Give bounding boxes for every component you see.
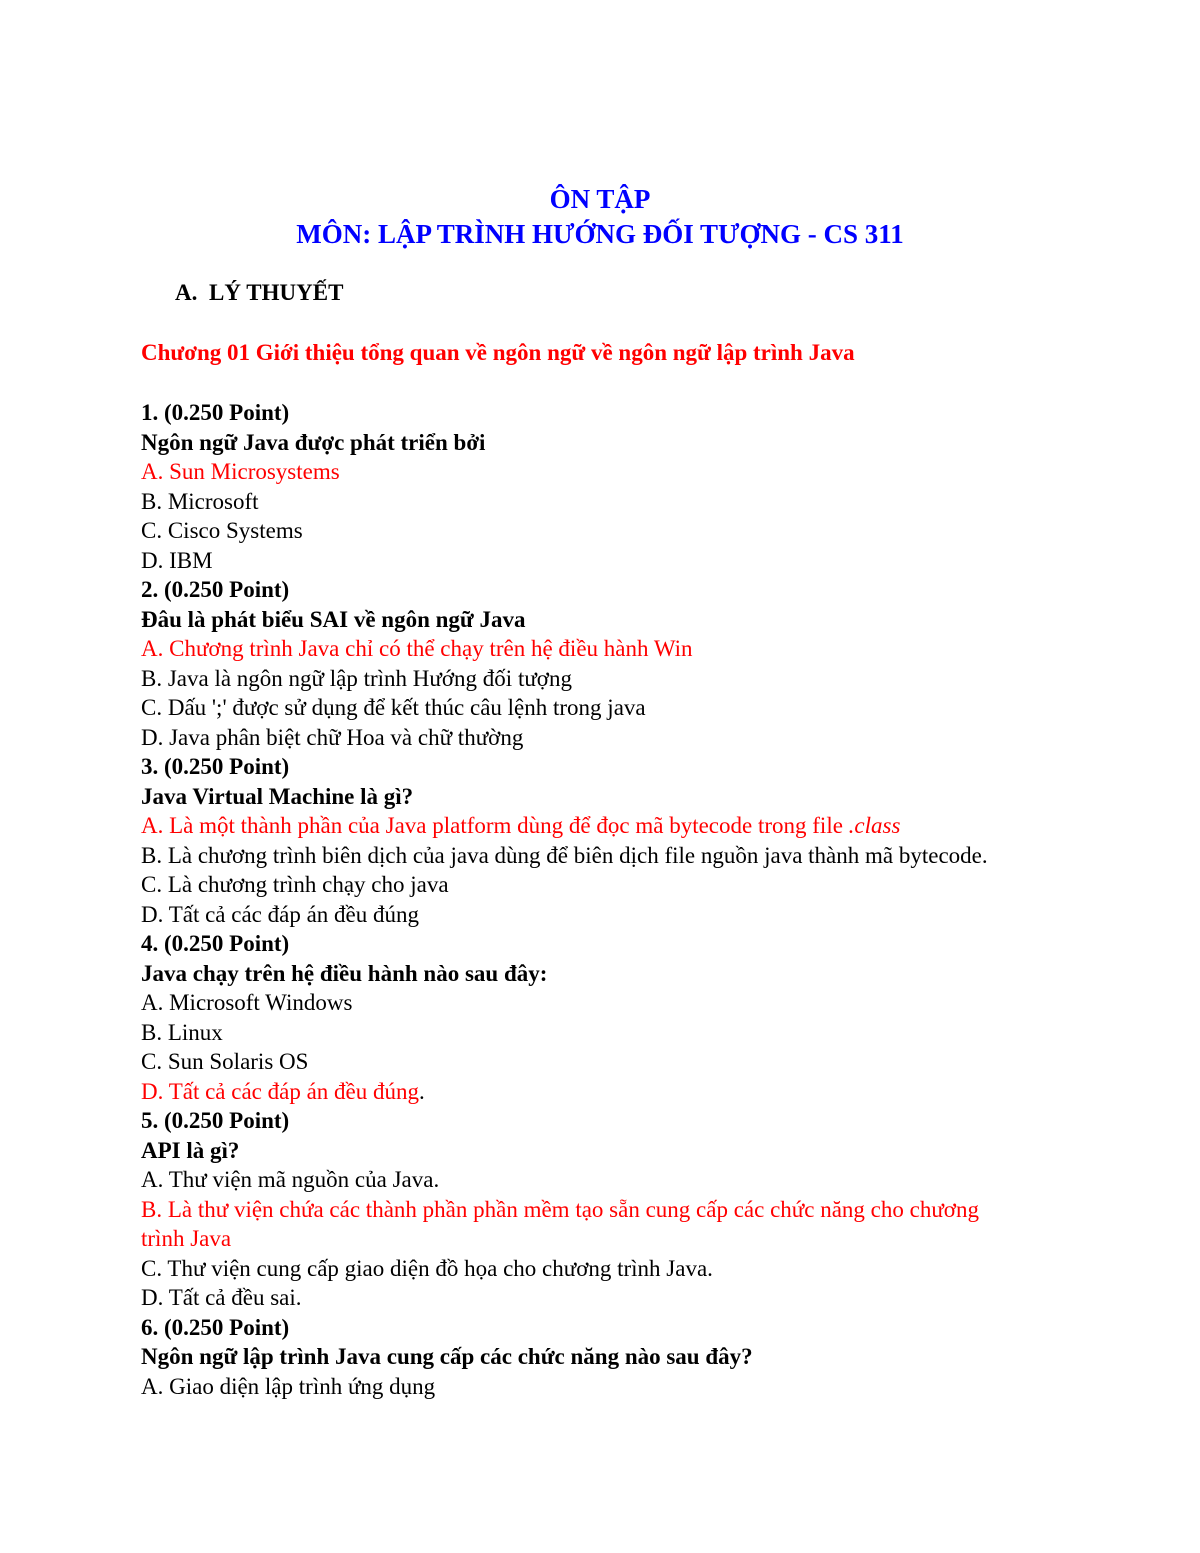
answer-option: C. Là chương trình chạy cho java	[141, 872, 449, 897]
question-header: 4. (0.250 Point)	[141, 931, 290, 956]
question-header: 2. (0.250 Point)	[141, 577, 290, 602]
question-text: API là gì?	[141, 1137, 240, 1163]
answer-option-text: A. Là một thành phần của Java platform dùng để đọc mã bytecode trong file	[141, 813, 849, 838]
section-heading	[175, 280, 343, 306]
answer-option: D. Tất cả đều sai.	[141, 1285, 302, 1310]
answer-option: A. Microsoft Windows	[141, 990, 353, 1015]
answer-option: B. Microsoft	[141, 488, 259, 514]
answer-option-correct: A. Chương trình Java chỉ có thể chạy trên hệ điều hành Win	[141, 636, 693, 661]
question-text: Ngôn ngữ Java được phát triển bởi	[141, 429, 486, 455]
answer-option: C. Thư viện cung cấp giao diện đồ họa cho chương trình Java.	[141, 1255, 713, 1281]
section-letter: A.	[175, 280, 198, 305]
question-header: 3. (0.250 Point)	[141, 754, 290, 779]
question-text: Java chạy trên hệ điều hành nào sau đây:	[141, 960, 548, 986]
answer-option: A. Thư viện mã nguồn của Java.	[141, 1167, 440, 1192]
answer-option-correct: A. Sun Microsystems	[141, 459, 340, 484]
answer-option: D. Tất cả các đáp án đều đúng	[141, 901, 420, 927]
answer-option-suffix: .	[419, 1078, 425, 1104]
answer-option: C. Sun Solaris OS	[141, 1049, 309, 1074]
answer-option: A. Giao diện lập trình ứng dụng	[141, 1373, 436, 1399]
answer-option: C. Dấu ';' được sử dụng để kết thúc câu lệnh trong java	[141, 695, 646, 720]
chapter-heading: Chương 01 Giới thiệu tổng quan về ngôn ngữ về ngôn ngữ lập trình Java	[141, 340, 855, 365]
answer-option-correct: D. Tất cả các đáp án đều đúng	[141, 1078, 420, 1104]
answer-option: D. Java phân biệt chữ Hoa và chữ thường	[141, 724, 524, 750]
answer-option: D. IBM	[141, 547, 213, 573]
answer-option: C. Cisco Systems	[141, 518, 303, 543]
question-header: 5. (0.250 Point)	[141, 1108, 290, 1133]
answer-option: B. Java là ngôn ngữ lập trình Hướng đối tượng	[141, 665, 572, 691]
question-text: Đâu là phát biểu SAI về ngôn ngữ Java	[141, 606, 526, 632]
document-title-line2: MÔN: LẬP TRÌNH HƯỚNG ĐỐI TƯỢNG - CS 311	[296, 219, 904, 249]
question-text: Java Virtual Machine là gì?	[141, 783, 414, 809]
question-list	[141, 398, 1001, 1401]
question-header: 1. (0.250 Point)	[141, 400, 290, 425]
document-title-line1: ÔN TẬP	[549, 184, 651, 214]
answer-option-correct	[141, 811, 1001, 841]
answer-option-correct: B. Là thư viện chứa các thành phần phần mềm tạo sẵn cung cấp các chức năng cho chương trình Java	[141, 1196, 979, 1251]
answer-option: B. Linux	[141, 1019, 223, 1045]
answer-option-correct-wrapper	[141, 1077, 1001, 1107]
question-header: 6. (0.250 Point)	[141, 1314, 290, 1340]
question-text: Ngôn ngữ lập trình Java cung cấp các chức năng nào sau đây?	[141, 1344, 753, 1369]
answer-option-suffix: .class	[848, 813, 901, 838]
section-title: LÝ THUYẾT	[209, 280, 344, 305]
answer-option: B. Là chương trình biên dịch của java dùng để biên dịch file nguồn java thành mã bytecode.	[141, 842, 988, 868]
